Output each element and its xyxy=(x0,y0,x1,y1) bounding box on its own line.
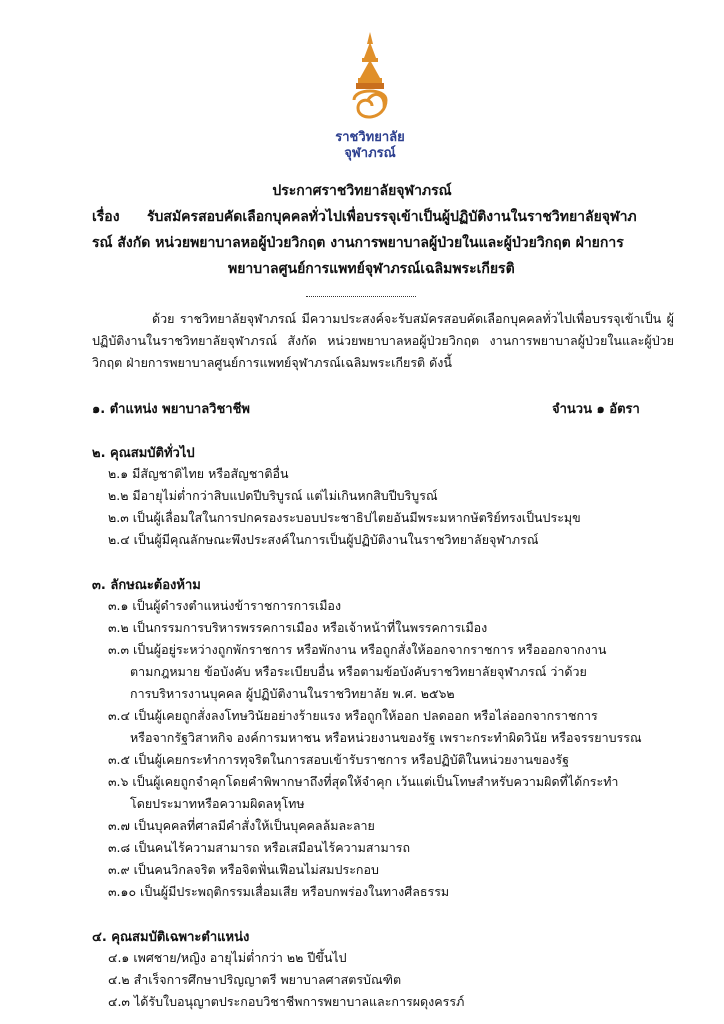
crown-emblem-icon xyxy=(340,30,400,130)
subject-text-1: รับสมัครสอบคัดเลือกบุคคลทั่วไปเพื่อบรรจุเข้าเป็นผู้ปฏิบัติงานในราชวิทยาลัยจุฬาภ xyxy=(147,209,637,225)
list-item-continuation: โดยประมาทหรือความผิดลหุโทษ xyxy=(130,796,305,811)
list-item: ๓.๗ เป็นบุคคลที่ศาลมีคำสั่งให้เป็นบุคคลล้มละลาย xyxy=(108,818,375,833)
list-item: ๓.๓ เป็นผู้อยู่ระหว่างถูกพักราชการ หรือพักงาน หรือถูกสั่งให้ออกจากราชการ หรือออกจากงาน xyxy=(108,642,607,657)
list-item: ๒.๒ มีอายุไม่ต่ำกว่าสิบแปดปีบริบูรณ์ แต่ไม่เกินหกสิบปีบริบูรณ์ xyxy=(108,488,438,503)
section-heading: ๓. ลักษณะต้องห้าม xyxy=(92,578,201,593)
list-item: ๒.๓ เป็นผู้เลื่อมใสในการปกครองระบอบประชาธิปไตยอันมีพระมหากษัตริย์ทรงเป็นประมุข xyxy=(108,510,581,525)
page-title: ประกาศราชวิทยาลัยจุฬาภรณ์ xyxy=(272,183,452,199)
list-item: ๒.๔ เป็นผู้มีคุณลักษณะพึงประสงค์ในการเป็นผู้ปฏิบัติงานในราชวิทยาลัยจุฬาภรณ์ xyxy=(108,532,539,547)
list-item: ๓.๑๐ เป็นผู้มีประพฤติกรรมเสื่อมเสีย หรือบกพร่องในทางศีลธรรม xyxy=(108,884,450,899)
section-heading: ๒. คุณสมบัติทั่วไป xyxy=(92,446,195,461)
list-item-continuation: ตามกฎหมาย ข้อบังคับ หรือระเบียบอื่น หรือตามข้อบังคับราชวิทยาลัยจุฬาภรณ์ ว่าด้วย xyxy=(130,664,587,679)
list-item: ๓.๑ เป็นผู้ดำรงตำแหน่งข้าราชการการเมือง xyxy=(108,598,342,613)
list-item-continuation: การบริหารงานบุคคล ผู้ปฏิบัติงานในราชวิทยาลัย พ.ศ. ๒๕๖๒ xyxy=(130,686,455,701)
list-item: ๓.๕ เป็นผู้เคยกระทำการทุจริตในการสอบเข้ารับราชการ หรือปฏิบัติในหน่วยงานของรัฐ xyxy=(108,752,569,767)
position-label: ๑. ตำแหน่ง พยาบาลวิชาชีพ xyxy=(92,402,250,417)
subject-line-1 xyxy=(92,204,652,230)
divider xyxy=(306,296,416,297)
list-item-continuation: หรือจากรัฐวิสาหกิจ องค์การมหาชน หรือหน่วยงานของรัฐ เพราะกระทำผิดวินัย หรือจรรยาบรรณ xyxy=(130,730,642,745)
list-item: ๔.๓ ได้รับใบอนุญาตประกอบวิชาชีพการพยาบาลและการผดุงครรภ์ xyxy=(108,994,465,1009)
section-heading: ๔. คุณสมบัติเฉพาะตำแหน่ง xyxy=(92,930,250,945)
logo-text-line2: จุฬาภรณ์ xyxy=(344,146,396,161)
intro-paragraph: ด้วย ราชวิทยาลัยจุฬาภรณ์ มีความประสงค์จะรับสมัครสอบคัดเลือกบุคคลทั่วไปเพื่อบรรจุเข้าเป็น ผู้ปฏิบัติงานในราชวิทยาลัยจุฬาภรณ์ สังกัด หน่วยพยาบาลหอผู้ป่วยวิกฤต งานการพยาบาลผู้ป่วยในและผู้ป่วยวิกฤต ฝ่ายการพยาบาลศูนย์การแพทย์จุฬาภรณ์เฉลิมพระเกียรติ ดังนี้ xyxy=(92,311,674,370)
list-item: ๓.๘ เป็นคนไร้ความสามารถ หรือเสมือนไร้ความสามารถ xyxy=(108,840,411,855)
list-item: ๒.๑ มีสัญชาติไทย หรือสัญชาติอื่น xyxy=(108,466,289,481)
subject-label: เรื่อง xyxy=(92,209,120,225)
list-item: ๓.๔ เป็นผู้เคยถูกสั่งลงโทษวินัยอย่างร้ายแรง หรือถูกให้ออก ปลดออก หรือไล่ออกจากราชการ xyxy=(108,708,598,723)
list-item: ๔.๑ เพศชาย/หญิง อายุไม่ต่ำกว่า ๒๒ ปีขึ้นไป xyxy=(108,950,347,965)
college-logo xyxy=(330,30,410,170)
subject-line-2: รณ์ สังกัด หน่วยพยาบาลหอผู้ป่วยวิกฤต งานการพยาบาลผู้ป่วยในและผู้ป่วยวิกฤต ฝ่ายการ xyxy=(92,235,624,251)
logo-text-line1: ราชวิทยาลัย xyxy=(335,130,405,145)
list-item: ๓.๙ เป็นคนวิกลจริต หรือจิตฟั่นเฟือนไม่สมประกอบ xyxy=(108,862,379,877)
subject-line-3: พยาบาลศูนย์การแพทย์จุฬาภรณ์เฉลิมพระเกียรติ xyxy=(228,261,515,277)
position-count: จำนวน ๑ อัตรา xyxy=(552,402,640,417)
list-item: ๔.๒ สำเร็จการศึกษาปริญญาตรี พยาบาลศาสตรบัณฑิต xyxy=(108,972,402,987)
list-item: ๓.๒ เป็นกรรมการบริหารพรรคการเมือง หรือเจ้าหน้าที่ในพรรคการเมือง xyxy=(108,620,488,635)
list-item: ๓.๖ เป็นผู้เคยถูกจำคุกโดยคำพิพากษาถึงที่สุดให้จำคุก เว้นแต่เป็นโทษสำหรับความผิดที่ได้กระทำ xyxy=(108,774,619,789)
